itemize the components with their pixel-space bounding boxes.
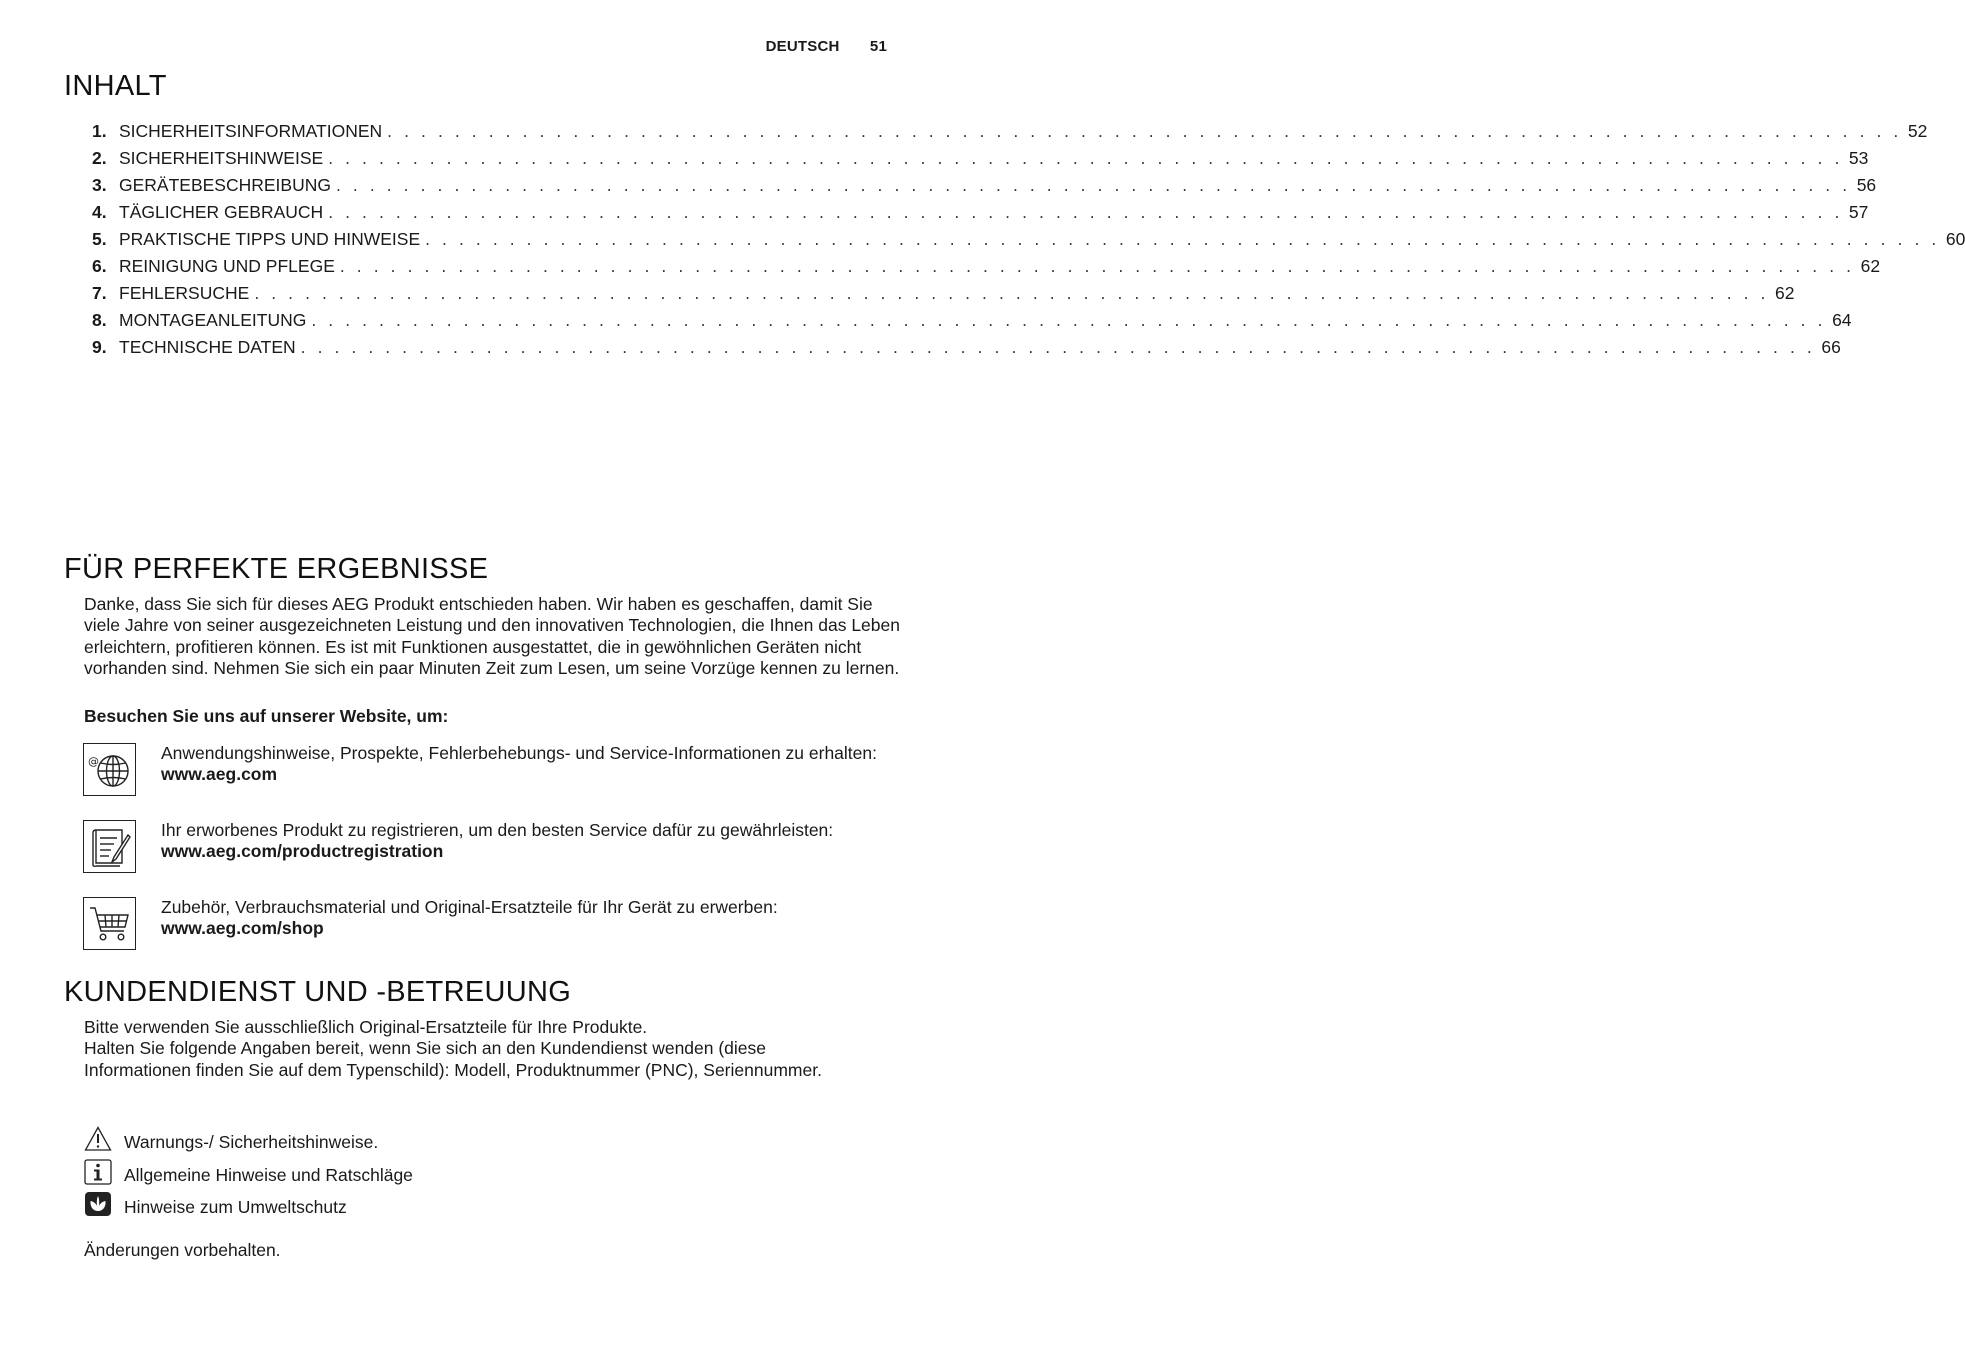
intro-paragraph: Danke, dass Sie sich für dieses AEG Produkt entschieden haben. Wir haben es geschaffen, damit Sie viele Jahre von seiner ausgezeichneten Leistung und den innovativen Technologien, die Ihnen das Leben erleichtern, profitieren können. Es ist mit Funktionen ausgestattet, die in gewöhnlichen Geräten nicht vorhanden sind. Nehmen Sie sich ein paar Minuten Zeit zum Lesen, um seine Vorzüge kennen zu lernen.: [84, 594, 900, 678]
toc-row[interactable]: [92, 256, 1881, 283]
shopping-cart-icon: [83, 897, 136, 950]
toc-row[interactable]: [92, 148, 1869, 175]
registration-icon: [83, 820, 136, 873]
visit-website-label: Besuchen Sie uns auf unserer Website, um:: [84, 706, 449, 726]
toc-row[interactable]: [92, 121, 1928, 148]
toc-row[interactable]: [92, 175, 1877, 202]
perfect-results-title: FÜR PERFEKTE ERGEBNISSE: [64, 553, 489, 585]
toc-entry-title[interactable]: PRAKTISCHE TIPPS UND HINWEISE: [119, 229, 421, 249]
website-link-shop[interactable]: www.aeg.com/shop: [161, 918, 324, 939]
toc-row[interactable]: [92, 202, 1869, 229]
toc-page-number: 64: [1832, 310, 1852, 330]
toc-page-number: 56: [1856, 175, 1877, 195]
toc-leader-dots: . . . . . . . . . . . . . . . . . . . . . . . . . . . . . . . . . . . . . . . . . . . . . . . . . . . . . . . . . . . . . . . . . . . . . . . . . . . . . . . . . . . . . . . . . .: [328, 148, 1843, 168]
customer-service-paragraph: [84, 1017, 904, 1081]
toc-page-number: 60: [1945, 229, 1965, 249]
toc-number: 2.: [92, 148, 107, 168]
environment-icon: [84, 1191, 112, 1217]
toc-leader-dots: . . . . . . . . . . . . . . . . . . . . . . . . . . . . . . . . . . . . . . . . . . . . . . . . . . . . . . . . . . . . . . . . . . . . . . . . . . . . . . . . . . . . . . . . . .: [387, 121, 1902, 141]
toc-entry-title[interactable]: SICHERHEITSINFORMATIONEN: [119, 121, 383, 141]
toc-entry-title[interactable]: REINIGUNG UND PFLEGE: [119, 256, 335, 276]
svg-text:@: @: [88, 755, 99, 768]
toc-number: 1.: [92, 121, 107, 141]
legend-text: Warnungs-/ Sicherheitshinweise.: [124, 1132, 379, 1152]
toc-row[interactable]: [92, 337, 1841, 364]
header-language: DEUTSCH: [765, 38, 840, 55]
toc-row[interactable]: [92, 283, 1795, 310]
toc-page-number: 57: [1848, 202, 1869, 222]
website-link-aeg[interactable]: www.aeg.com: [161, 764, 278, 785]
warning-icon: [84, 1126, 112, 1152]
toc-page-number: 62: [1860, 256, 1881, 276]
legend-text: Allgemeine Hinweise und Ratschläge: [124, 1165, 413, 1185]
toc-number: 6.: [92, 256, 107, 276]
toc-leader-dots: . . . . . . . . . . . . . . . . . . . . . . . . . . . . . . . . . . . . . . . . . . . . . . . . . . . . . . . . . . . . . . . . . . . . . . . . . . . . . . . . . . . . . . . . . .: [300, 337, 1816, 357]
toc-leader-dots: . . . . . . . . . . . . . . . . . . . . . . . . . . . . . . . . . . . . . . . . . . . . . . . . . . . . . . . . . . . . . . . . . . . . . . . . . . . . . . . . . . . . . . . . . .: [425, 229, 1940, 249]
toc-entry-title[interactable]: MONTAGEANLEITUNG: [119, 310, 307, 330]
toc-leader-dots: . . . . . . . . . . . . . . . . . . . . . . . . . . . . . . . . . . . . . . . . . . . . . . . . . . . . . . . . . . . . . . . . . . . . . . . . . . . . . . . . . . . . . . . . . .: [311, 310, 1827, 330]
toc-leader-dots: . . . . . . . . . . . . . . . . . . . . . . . . . . . . . . . . . . . . . . . . . . . . . . . . . . . . . . . . . . . . . . . . . . . . . . . . . . . . . . . . . . . . . . . . . .: [328, 202, 1843, 222]
toc-row[interactable]: [92, 310, 1852, 337]
toc-number: 9.: [92, 337, 107, 357]
toc-number: 4.: [92, 202, 107, 222]
service-line-2: Halten Sie folgende Angaben bereit, wenn Sie sich an den Kundendienst wenden (diese Informationen finden Sie auf dem Typenschild): Modell, Produktnummer (PNC), Seriennummer.: [84, 1038, 822, 1080]
toc-number: 8.: [92, 310, 107, 330]
toc-page-number: 53: [1848, 148, 1869, 168]
toc-number: 5.: [92, 229, 107, 249]
toc-entry-title[interactable]: FEHLERSUCHE: [119, 283, 250, 303]
toc-entry-title[interactable]: TECHNISCHE DATEN: [119, 337, 296, 357]
toc-leader-dots: . . . . . . . . . . . . . . . . . . . . . . . . . . . . . . . . . . . . . . . . . . . . . . . . . . . . . . . . . . . . . . . . . . . . . . . . . . . . . . . . . . . . . . . . . .: [339, 256, 1855, 276]
website-item-text: Zubehör, Verbrauchsmaterial und Original-Ersatzteile für Ihr Gerät zu erwerben:: [161, 897, 778, 917]
table-of-contents: [92, 121, 1965, 364]
page-header: [766, 38, 887, 55]
website-item-text: Anwendungshinweise, Prospekte, Fehlerbehebungs- und Service-Informationen zu erhalten:: [161, 743, 877, 763]
toc-number: 7.: [92, 283, 107, 303]
website-link-registration[interactable]: www.aeg.com/productregistration: [161, 841, 444, 862]
toc-page-number: 66: [1821, 337, 1841, 357]
toc-number: 3.: [92, 175, 107, 195]
header-page-number: 51: [869, 38, 887, 55]
toc-leader-dots: . . . . . . . . . . . . . . . . . . . . . . . . . . . . . . . . . . . . . . . . . . . . . . . . . . . . . . . . . . . . . . . . . . . . . . . . . . . . . . . . . . . . . . . . . .: [335, 175, 1851, 195]
toc-row[interactable]: [92, 229, 1965, 256]
toc-leader-dots: . . . . . . . . . . . . . . . . . . . . . . . . . . . . . . . . . . . . . . . . . . . . . . . . . . . . . . . . . . . . . . . . . . . . . . . . . . . . . . . . . . . . . . . . . .: [254, 283, 1770, 303]
globe-icon: [83, 743, 136, 796]
toc-page-number: 52: [1907, 121, 1928, 141]
toc-title: INHALT: [64, 70, 167, 102]
service-line-1: Bitte verwenden Sie ausschließlich Original-Ersatzteile für Ihre Produkte.: [84, 1017, 648, 1037]
info-icon: [84, 1159, 112, 1185]
toc-entry-title[interactable]: TÄGLICHER GEBRAUCH: [119, 202, 324, 222]
toc-entry-title[interactable]: GERÄTEBESCHREIBUNG: [119, 175, 331, 195]
legend-text: Hinweise zum Umweltschutz: [124, 1197, 347, 1217]
customer-service-title: KUNDENDIENST UND -BETREUUNG: [64, 976, 572, 1008]
toc-entry-title[interactable]: SICHERHEITSHINWEISE: [119, 148, 324, 168]
footnote: Änderungen vorbehalten.: [84, 1240, 281, 1260]
website-item-text: Ihr erworbenes Produkt zu registrieren, um den besten Service dafür zu gewährleisten:: [161, 820, 834, 840]
toc-page-number: 62: [1775, 283, 1795, 303]
